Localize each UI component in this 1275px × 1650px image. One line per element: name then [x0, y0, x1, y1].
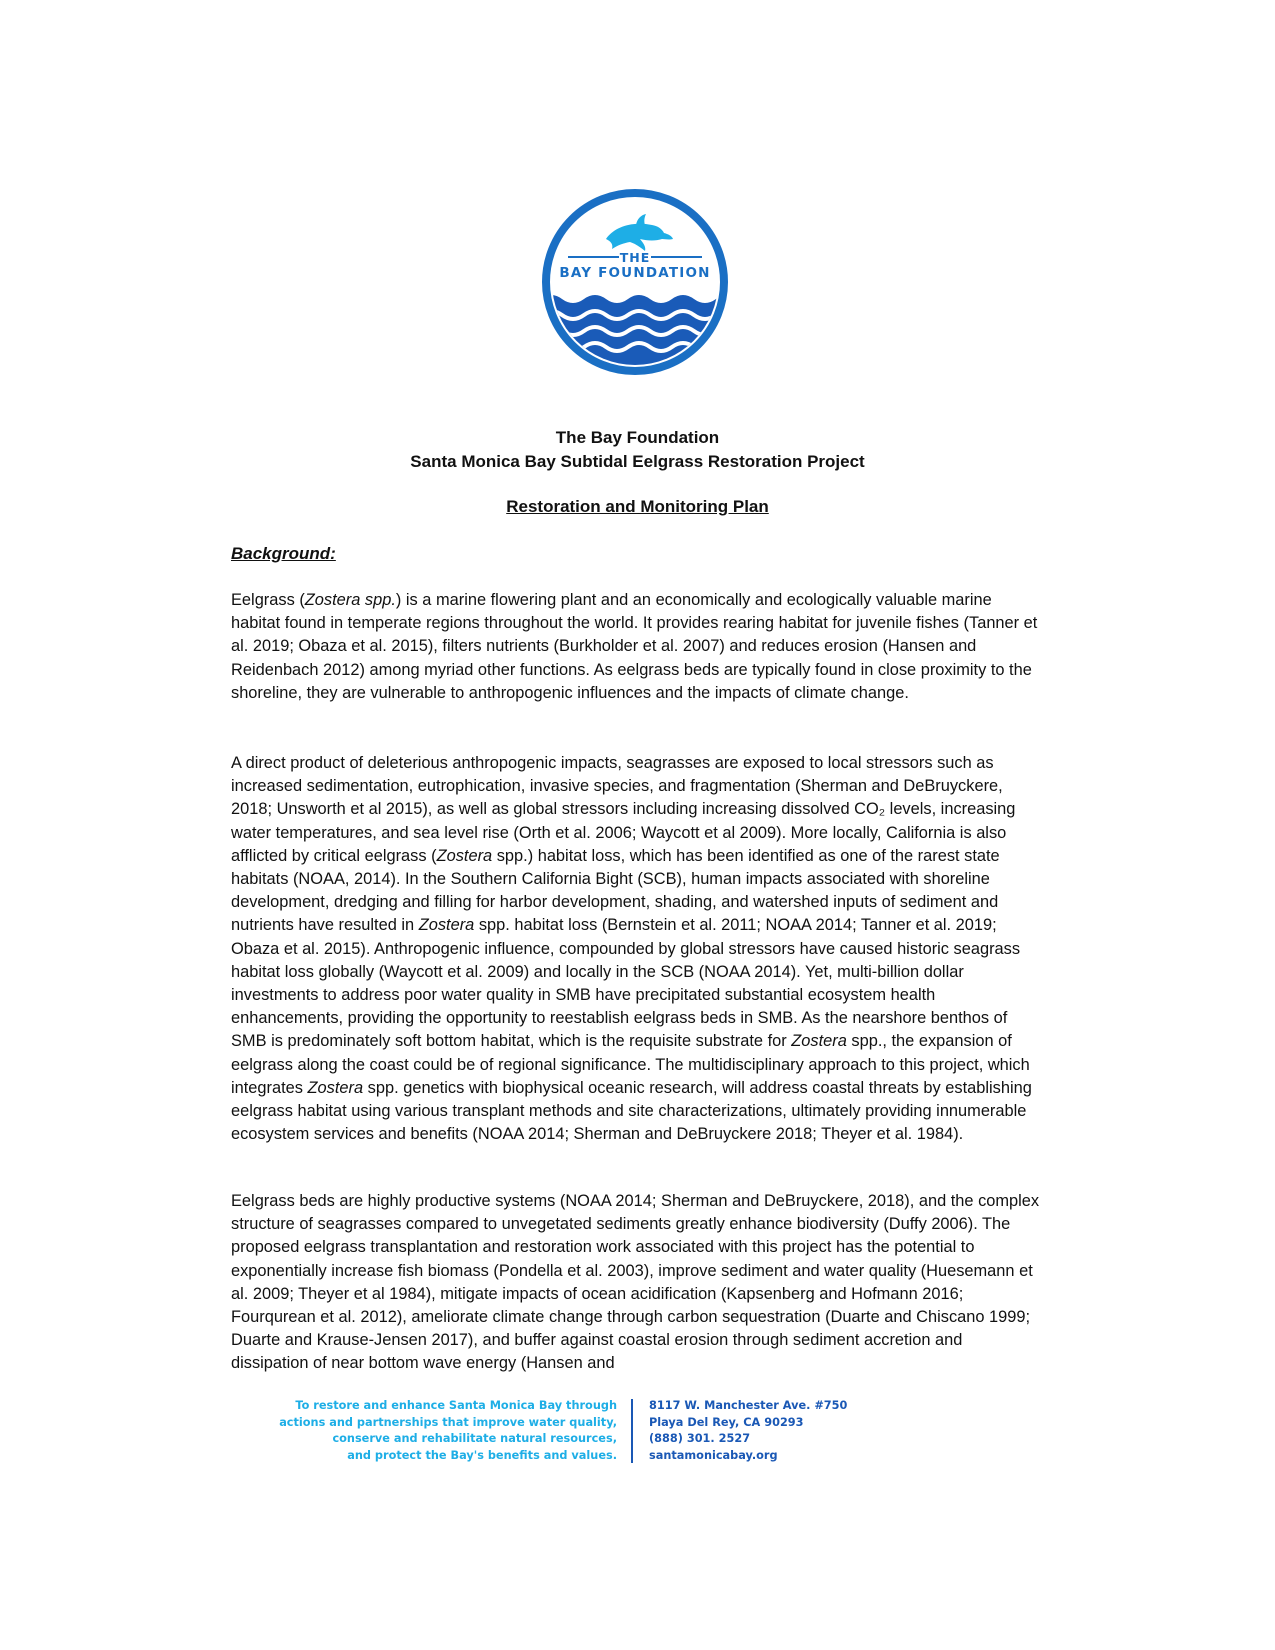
section-heading-background: Background:: [231, 544, 336, 563]
footer-phone: (888) 301. 2527: [649, 1432, 751, 1445]
paragraph-3: [231, 1190, 1041, 1376]
mission-line: To restore and enhance Santa Monica Bay through: [295, 1399, 617, 1412]
logo-name-text: BAY FOUNDATION: [559, 265, 711, 281]
text-run: spp.) habitat loss, which has been identified as one of the rarest state habitats (NOAA, 2014). In the Southern California Bight (SCB), human impacts associated with shoreline development, dredging and filling for harbor development, shading, and watershed inputs of sediment and nutrients have resulted in: [231, 846, 1000, 935]
footer-contact: [649, 1398, 847, 1464]
text-run: spp., the expansion of eelgrass along the coast could be of regional significance. The multidisciplinary approach to this project, which integrates: [231, 1032, 1030, 1097]
footer-city-address: Playa Del Rey, CA 90293: [649, 1415, 804, 1429]
mission-line: actions and partnerships that improve water quality,: [279, 1415, 617, 1429]
paragraph-1: [231, 589, 1041, 705]
footer-divider: [631, 1399, 633, 1463]
footer-street-address: 8117 W. Manchester Ave. #750: [649, 1399, 848, 1412]
project-title: Santa Monica Bay Subtidal Eelgrass Restoration Project: [410, 452, 865, 471]
mission-line: conserve and rehabilitate natural resources,: [332, 1432, 617, 1445]
page-footer: [0, 1398, 1275, 1468]
org-name: The Bay Foundation: [555, 428, 720, 447]
footer-website-link[interactable]: santamonicabay.org: [649, 1448, 778, 1462]
text-run: Eelgrass beds are highly productive systems (NOAA 2014; Sherman and DeBruyckere, 2018), and the complex structure of seagrasses compared to unvegetated sediments greatly enhance biodiversity (Duffy 2006). The proposed eelgrass transplantation and restoration work associated with this project has the potential to exponentially increase fish biomass (Pondella et al. 2003), improve sediment and water quality (Huesemann et al. 2009; Theyer et al 1984), mitigate impacts of ocean acidification (Kapsenberg and Hofmann 2016; Fourqurean et al. 2012), ameliorate climate change through carbon sequestration (Duarte and Chiscano 1999; Duarte and Krause-Jensen 2017), and buffer against coastal erosion through sediment accretion and dissipation of near bottom wave energy (Hansen and: [231, 1192, 1040, 1373]
italic-text-run: Zostera: [791, 1032, 847, 1051]
footer-mission-statement: [279, 1398, 617, 1464]
bay-foundation-logo: [540, 187, 730, 377]
italic-text-run: Zostera spp.: [304, 591, 396, 609]
plan-title: Restoration and Monitoring Plan: [506, 497, 769, 516]
document-header: [0, 426, 1275, 519]
italic-text-run: Zostera: [436, 846, 493, 865]
mission-line: and protect the Bay's benefits and values.: [347, 1448, 617, 1462]
italic-text-run: Zostera: [418, 916, 475, 935]
logo-the-text: THE: [619, 250, 651, 265]
text-run: spp. habitat loss (Bernstein et al. 2011; NOAA 2014; Tanner et al. 2019; Obaza et al. 2015). Anthropogenic influence, compounded by global stressors have caused historic seagrass habitat loss globally (Waycott et al. 2009) and locally in the SCB (NOAA 2014). Yet, multi-billion dollar investments to address poor water quality in SMB have precipitated substantial ecosystem health enhancements, providing the opportunity to reestablish eelgrass beds in SMB. As the nearshore benthos of SMB is predominately soft bottom habitat, which is the requisite substrate for: [231, 916, 1021, 1051]
text-run: spp. genetics with biophysical oceanic research, will address coastal threats by establishing eelgrass habitat using various transplant methods and site characterizations, ultimately providing innumerable ecosystem services and benefits (NOAA 2014; Sherman and DeBruyckere 2018; Theyer et al. 1984).: [231, 1078, 1032, 1144]
text-run: Eelgrass (: [231, 591, 305, 609]
paragraph-2: [231, 752, 1041, 1146]
text-run: A direct product of deleterious anthropogenic impacts, seagrasses are exposed to local stressors such as increased sedimentation, eutrophication, invasive species, and fragmentation (Sherman and DeBruyckere, 2018; Unsworth et al 2015), as well as global stressors including increasing dissolved CO₂ levels, increasing water temperatures, and sea level rise (Orth et al. 2006; Waycott et al 2009). More locally, California is also afflicted by critical eelgrass (: [231, 754, 1016, 865]
text-run: ) is a marine flowering plant and an economically and ecologically valuable marine habitat found in temperate regions throughout the world. It provides rearing habitat for juvenile fishes (Tanner et al. 2019; Obaza et al. 2015), filters nutrients (Burkholder et al. 2007) and reduces erosion (Hansen and Reidenbach 2012) among myriad other functions. As eelgrass beds are typically found in close proximity to the shoreline, they are vulnerable to anthropogenic influences and the impacts of climate change.: [231, 591, 1038, 702]
italic-text-run: Zostera: [307, 1078, 364, 1097]
